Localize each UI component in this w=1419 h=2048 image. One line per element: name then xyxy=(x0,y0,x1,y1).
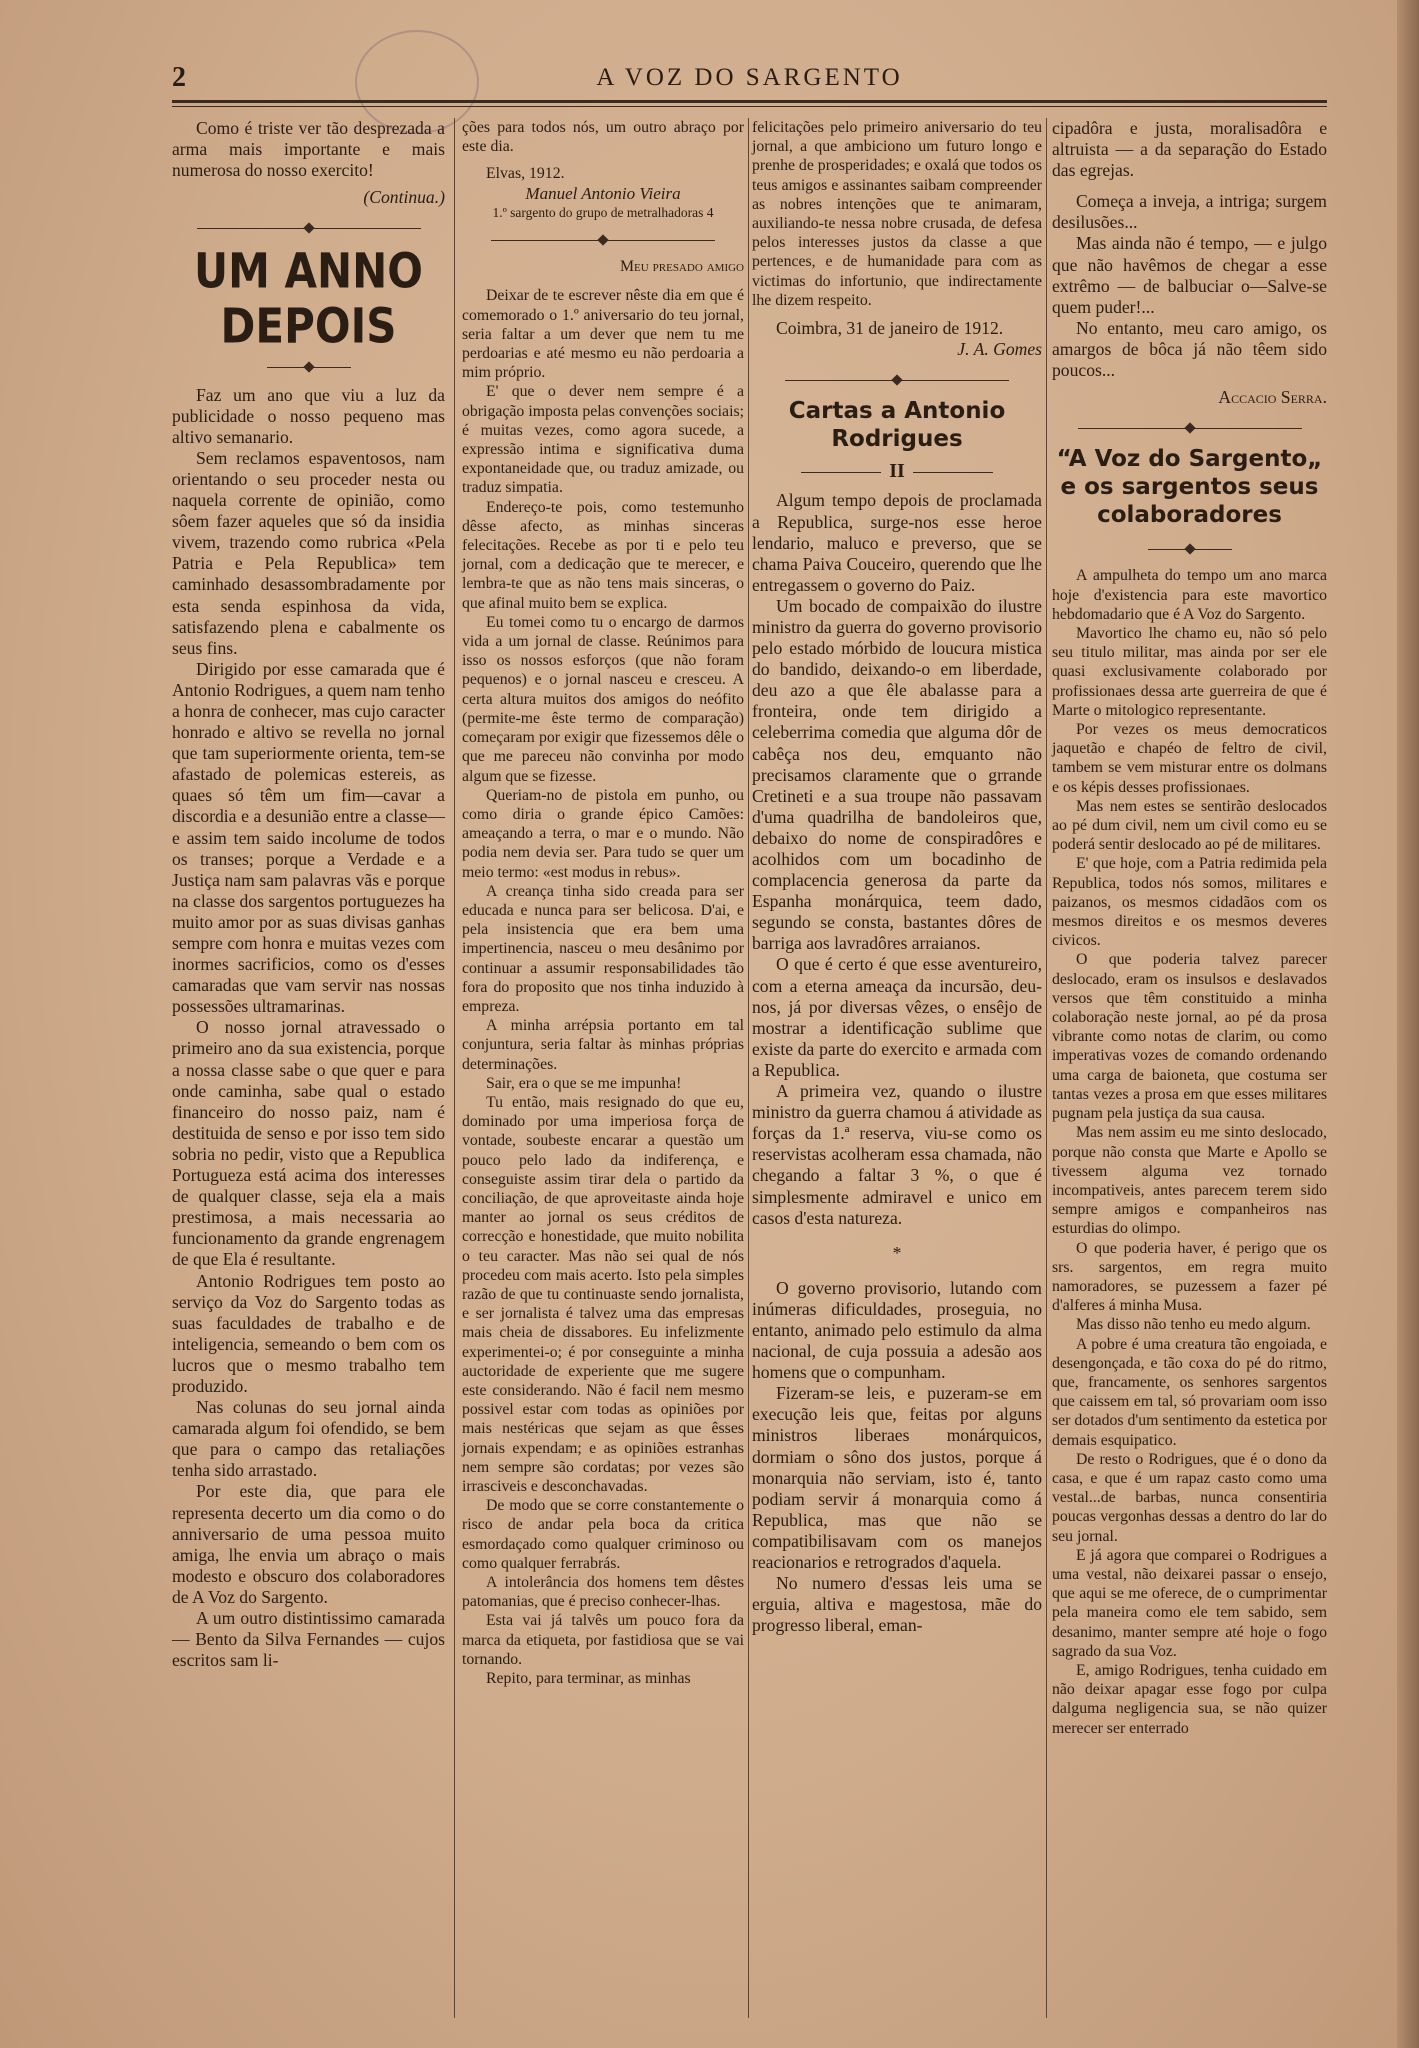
ornament-rule xyxy=(1052,537,1327,558)
article-paragraph: Esta vai já talvês um pouco fora da marca da etiqueta, por fastidiosa que se vai tornando. xyxy=(462,1612,744,1668)
column-divider xyxy=(454,118,455,2018)
article-paragraph: E' que o dever nem sempre é a obrigação imposta pelas convenções sociais; é muitas vezes, como agora sucede, a expressão intima e significativa duma expontaneidade que, ou traduz amizade, ou traduz simpatia. xyxy=(462,383,744,497)
article-paragraph: O governo provisorio, lutando com inúmeras dificuldades, proseguia, no entanto, animado pelo estimulo da alma nacional, de cuja possuia a adesão aos homens que o compunham. xyxy=(752,1277,1042,1383)
paper-title: A VOZ DO SARGENTO xyxy=(596,64,903,91)
article-paragraph: E, amigo Rodrigues, tenha cuidado em não deixar apagar esse fogo por culpa dalguma negligencia sua, se não quizer merecer ser enterrado xyxy=(1052,1661,1327,1737)
article-paragraph: ções para todos nós, um outro abraço por este dia. xyxy=(462,119,744,156)
column-2 xyxy=(462,118,744,1688)
masthead xyxy=(172,62,1327,96)
article-paragraph: No numero d'essas leis uma se erguia, altiva e magestosa, mãe do progresso liberal, eman- xyxy=(752,1573,1042,1636)
article-paragraph: Fizeram-se leis, e puzeram-se em execução leis que, feitas por alguns ministros liberaes monárquicos, dormiam o sôno dos justos, porque á monarquia não serviam, isto é, tanto podiam servir á monarquia como á Republica, mas que não se compatibilisavam com os manejos reacionarios e retrogrados d'aquela. xyxy=(752,1383,1042,1572)
article-paragraph: O que é certo é que esse aventureiro, com a eterna ameaça da incursão, deu-nos, já por diversas vêzes, o ensêjo de mostrar a identificação sublime que existe da parte do exercito e armada com a Republica. xyxy=(752,954,1042,1080)
article-paragraph: A pobre é uma creatura tão engoiada, e desengonçada, e tão coxa do pé do ritmo, que, francamente, os senhores sargentos que caissem em tal, só provariam oom isso ser dotados d'um sentimento da estetica por demais esquipatico. xyxy=(1052,1335,1327,1449)
article-paragraph: Mas nem estes se sentirão deslocados ao pé dum civil, nem um civil como eu se poderá sentir deslocado ao pé de militares. xyxy=(1052,797,1327,854)
signature-role: 1.º sargento do grupo de metralhadoras 4 xyxy=(492,204,714,220)
column-1 xyxy=(172,118,445,1671)
article-paragraph: A intolerância dos homens tem dêstes patomanias, que é preciso conhecer-lhas. xyxy=(462,1574,744,1611)
page-number: 2 xyxy=(172,62,186,93)
article-paragraph: Sem reclamos espaventosos, nam orientando o seu proceder nesta ou naquela corrente de opinião, como sôem fazer aqueles que só da insidia vivem, trazendo como rubrica «Pela Patria e Pela Republica» tem caminhado desassombradamente por esta senda espinhosa da vida, satisfazendo plena e cabalmente os seus fins. xyxy=(172,447,445,658)
article-paragraph: Nas colunas do seu jornal ainda camarada algum foi ofendido, se bem que para o campo das retaliações tenha sido arrastado. xyxy=(172,1397,445,1481)
place-date: Elvas, 1912. xyxy=(486,165,565,183)
article-paragraph: Faz um ano que viu a luz da publicidade o nosso pequeno mas altivo semanario. xyxy=(172,384,445,447)
article-paragraph: O que poderia haver, é perigo que os srs. sargentos, em regra muito namoradores, se puzessem a fazer pé d'alferes á minha Musa. xyxy=(1052,1239,1327,1315)
article-paragraph: Tu então, mais resignado do que eu, dominado por uma imperiosa força de vontade, soubeste encarar a questão um pouco pelo lado da indiferença, e conseguiste assim tirar dela o partido da conciliação, de que aproveitaste ainda hoje manter ao jornal os seus créditos de correcção e honestidade, que muito nobilita o teu caracter. Mas não sei qual de nós procedeu com mais acerto. Isto pela simples razão de que tu continuaste sendo jornalista, e ser jornalista é talvez uma das empresas mais cheia de dissabores. Eu infelizmente experimentei-o; é por conseguinte a minha auctoridade de experiente que me sugere este considerando. Não é facil nem mesmo possivel estar com todas as opiniões por mais nestéricas que sejam as que êsses jornais expendam; e as opiniões estranhas nem sempre são cordatas; por vezes são irrasciveis e desconchavadas. xyxy=(462,1093,744,1496)
section-asterisk: * xyxy=(892,1242,902,1263)
headline-um-anno-depois: UM ANNO DEPOIS xyxy=(193,243,424,355)
article-paragraph: Dirigido por esse camarada que é Antonio Rodrigues, a quem nam tenho a honra de conhecer, mas cujo caracter honrado e altivo se revella no jornal que tam superiormente orienta, tem-se afastado de polemicas estereis, as quaes só têm um fim—cavar a discordia e a desunião entre a classe—e assim tem saido incolume de todos os transes; porque a Verdade e a Justiça nam sam palavras vãs e porque na classe dos sargentos portuguezes ha muito amor por as suas divisas ganhas sempre com honra e muitas vezes com inormes sacrificios, como os d'esses camaradas que vam servir nas nossas possessões ultramarinas. xyxy=(172,658,445,1017)
article-paragraph: Queriam-no de pistola em punho, ou como diria o grande épico Camões: ameaçando a terra, o mar e o mundo. Não podia nem devia ser. Para tudo se quer um meio termo: «est modus in rebus». xyxy=(462,786,744,881)
article-paragraph: Endereço-te pois, como testemunho dêsse afecto, as minhas sinceras felecitações. Recebe as por ti e pelo teu jornal, com a dedicação que te merecer, e lembra-te que as não tens mais sinceras, o que afinal muito bem se explica. xyxy=(462,498,744,612)
ornament-rule xyxy=(1052,416,1327,437)
article-paragraph: Começa a inveja, a intriga; surgem desilusões... xyxy=(1052,191,1327,233)
headline-cartas: Cartas a Antonio Rodrigues xyxy=(788,398,1006,453)
article-paragraph: A ampulheta do tempo um ano marca hoje d'existencia para este mavortico hebdomadario que é A Voz do Sargento. xyxy=(1052,567,1327,623)
signature: Accacio Serra. xyxy=(1218,387,1327,408)
article-paragraph: E' que hoje, com a Patria redimida pela Republica, todos nós somos, militares e paizanos, os mesmos cidadãos com os mesmos direitos e os mesmos deveres civicos. xyxy=(1052,855,1327,950)
article-paragraph: Mavortico lhe chamo eu, não só pelo seu titulo militar, mas ainda por ser ele quasi exclusivamente colaborado por profissionaes dessa arte guerreira de que é Marte o mitologico representante. xyxy=(1052,625,1327,719)
article-paragraph: cipadôra e justa, moralisadôra e altruista — a da separação do Estado das egrejas. xyxy=(1052,118,1327,181)
article-paragraph: Por este dia, que para ele representa decerto um dia como o do anniversario de uma pessoa muito amiga, lhe envia um abraço o mais modesto e obscuro dos colaboradores de A Voz do Sargento. xyxy=(172,1481,445,1607)
article-paragraph: Antonio Rodrigues tem posto ao serviço da Voz do Sargento todas as suas faculdades de trabalho e de inteligencia, semeando o bem com os lucros que o mesmo trabalho tem produzido. xyxy=(172,1270,445,1396)
article-paragraph: A primeira vez, quando o ilustre ministro da guerra chamou á atividade as forças da 1.ª reserva, viu-se como os reservistas acolheram essa chamada, não chegando a faltar 3 %, o que é simplesmente admiravel e unico em casos d'esta natureza. xyxy=(752,1081,1042,1228)
article-paragraph: Repito, para terminar, as minhas xyxy=(486,1670,691,1688)
place-date: Coimbra, 31 de janeiro de 1912. xyxy=(776,318,1004,339)
article-paragraph: Mas disso não tenho eu medo algum. xyxy=(1076,1316,1311,1334)
column-divider xyxy=(1046,118,1047,2018)
header-rule xyxy=(172,100,1327,103)
column-3 xyxy=(752,118,1042,1636)
ornament-rule xyxy=(752,368,1042,389)
article-paragraph: O nosso jornal atravessado o primeiro ano da sua existencia, porque a nossa classe sabe o que quer e para onde caminha, sabe qual o estado financeiro do nosso paiz, nam é destituida de senso e por isso tem sido sobria no pedir, visto que a Republica Portugueza está acima dos interesses de qualquer classe, seja ela a mais prestimosa, a mais necessaria ao funcionamento da grande engrenagem de que Ela é resultante. xyxy=(172,1017,445,1270)
article-paragraph: De resto o Rodrigues, que é o dono da casa, e que é um rapaz casto como uma vestal...de barbas, nunca consentiria poucas vergonhas dessas a dentro do lar do seu jornal. xyxy=(1052,1450,1327,1545)
article-paragraph: A um outro distintissimo camarada — Bento da Silva Fernandes — cujos escritos sam li- xyxy=(172,1608,445,1671)
ornament-rule xyxy=(172,216,445,237)
headline-voz-do-sargento: “A Voz do Sargento„ e os sargentos seus colaboradores xyxy=(1056,446,1323,529)
page-edge xyxy=(1397,0,1419,2048)
section-number: II xyxy=(752,461,1042,482)
article-paragraph: felicitações pelo primeiro aniversario do teu jornal, a que ambiciono um futuro longo e prenhe de prosperidades; e oxalá que todos os teus amigos e assinantes saibam compreender as nobres intenções que te animaram, auxiliando-te nessa nobre crusada, de defesa pelos interesses justos da classe a que pertences, e de humanidade para com as victimas do infortunio, que indirectamente lhe dizem respeito. xyxy=(752,119,1042,309)
article-paragraph: Um bocado de compaixão do ilustre ministro da guerra do governo provisorio pelo estado mórbido de loucura mistica do bandido, deixando-o em liberdade, deu azo a que êle abalasse para a fronteira, onde tem dirigido a celeberrima comedia que alguma dôr de cabêça nos deu, emquanto não precisamos claramente que o grrande Cretineti e a sua troupe não passavam d'uma quadrilha de bandoleiros que, debaixo do nome de conspiradôres e acolhidos com um bocadinho de complacencia generosa da parte da Espanha monárquica, teem dado, segundo se consta, bastantes dôres de barriga aos lavradôres arraianos. xyxy=(752,595,1042,954)
column-4 xyxy=(1052,118,1327,1738)
signature: J. A. Gomes xyxy=(957,339,1042,360)
article-paragraph: Por vezes os meus democraticos jaquetão e chapéo de feltro de civil, tambem se vem misturar entre os dolmans e os képis desses profissionaes. xyxy=(1052,721,1327,796)
article-paragraph: No entanto, meu caro amigo, os amargos de bôca já não têem sido poucos... xyxy=(1052,317,1327,381)
article-paragraph: Eu tomei como tu o encargo de darmos vida a um jornal de classe. Reúnimos para isso os nossos esforços (que não foram pequenos) e o jornal nasceu e cresceu. A certa altura muitos dos amigos do neófito (permite-me êste termo de comparação) começaram por exigir que fizessemos dêle o que me pareceu não convinha por modo algum que se fizesse. xyxy=(462,613,744,785)
article-paragraph: A minha arrépsia portanto em tal conjuntura, seria faltar às minhas próprias determinações. xyxy=(462,1017,744,1073)
ornament-rule xyxy=(172,355,445,376)
article-paragraph: Sair, era o que se me impunha! xyxy=(486,1074,682,1092)
salutation: Meu presado amigo xyxy=(619,258,744,276)
continua-note: (Continua.) xyxy=(363,187,445,208)
signature-name: Manuel Antonio Vieira xyxy=(525,183,681,203)
article-paragraph: Como é triste ver tão desprezada a arma mais importante e mais numerosa do nosso exercito! xyxy=(172,118,445,181)
ornament-rule xyxy=(462,230,744,249)
article-paragraph: Mas ainda não é tempo, — e julgo que não havêmos de chegar a esse extrêmo — de balbuciar o—Salve-se quem puder!... xyxy=(1052,233,1327,317)
article-paragraph: A creança tinha sido creada para ser educada e nunca para ser belicosa. D'ai, e pela insistencia que era bem uma impertinencia, nasceu o meu desânimo por continuar a assumir responsabilidades tão fora do proposito que nos tinha induzido à empreza. xyxy=(462,882,744,1015)
column-divider xyxy=(748,118,749,2018)
header-rule-thin xyxy=(172,106,1327,107)
article-paragraph: De modo que se corre constantemente o risco de andar pela boca da critica esmordaçado como qualquer criminoso ou como qualquer ferrabrás. xyxy=(462,1497,744,1572)
article-paragraph: Mas nem assim eu me sinto deslocado, porque não consta que Marte e Apollo se tivessem alguma vez tornado incompativeis, antes parecem terem sido sempre amigos e companheiros nas esturdias do olimpo. xyxy=(1052,1124,1327,1238)
article-paragraph: Algum tempo depois de proclamada a Republica, surge-nos esse heroe lendario, maluco e preverso, que se chama Paiva Couceiro, querendo que lhe entregassem o governo do Paiz. xyxy=(752,490,1042,595)
article-paragraph: E já agora que comparei o Rodrigues a uma vestal, não deixarei passar o ensejo, que aqui se me oferece, de o cumprimentar pela maneira como ele tem sabido, sem desanimo, manter sempre até hoje o fogo sagrado da sua Voz. xyxy=(1052,1546,1327,1660)
article-paragraph: O que poderia talvez parecer deslocado, eram os insulsos e deslavados versos que têm constituido a minha colaboração neste jornal, ao pé da prosa vibrante como notas de clarim, ou como imperativas vozes de comando ordenando uma carga de baioneta, que costuma ser tantas vezes a prosa em que esses militares pugnam pela justiça da sua causa. xyxy=(1052,951,1327,1123)
article-paragraph: Deixar de te escrever nêste dia em que é comemorado o 1.º aniversario do teu jornal, seria faltar a um dever que nem tu me perdoarias e até mesmo eu não perdoaria a mim próprio. xyxy=(462,287,744,382)
